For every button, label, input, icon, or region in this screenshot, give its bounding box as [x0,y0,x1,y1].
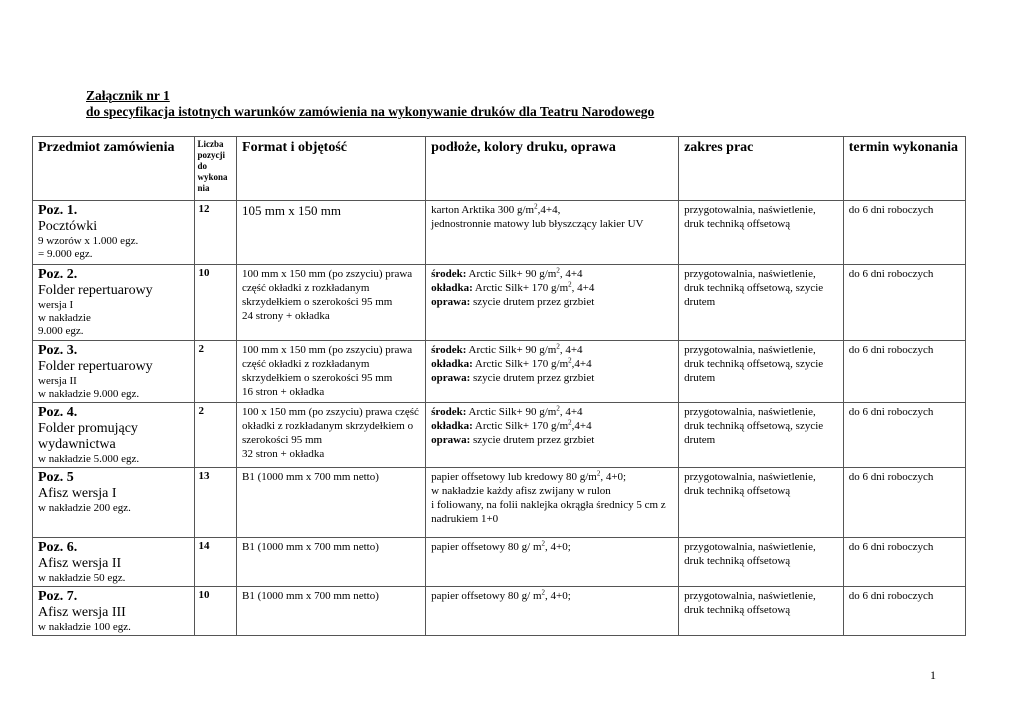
substrate-text: , 4+0; [600,471,627,483]
substrate-label: oprawa: [431,434,471,446]
substrate-text: Arctic Silk+ 170 g/m [472,358,569,370]
row-note: w nakładzie 100 egz. [38,621,131,633]
row-count: 10 [194,587,237,636]
superscript: 2 [568,280,572,289]
substrate-text: Arctic Silk+ 90 g/m [466,344,557,356]
row-item-name: Afisz wersja III [38,605,126,620]
heading-attachment-subtitle: do specyfikacja istotnych warunków zamówienia na wykonywanie druków dla Teatru Narodowego [86,104,655,119]
substrate-text: szycie drutem przez grzbiet [470,296,595,308]
table-row [33,587,966,636]
table-row [33,468,966,538]
document-heading [86,88,654,120]
format-volume: 32 stron + okładka [242,448,325,460]
row-subject [33,587,195,636]
superscript: 2 [534,202,538,211]
row-substrate [426,468,679,538]
substrate-text: , 4+0; [545,590,571,602]
row-count: 14 [194,538,237,587]
row-item-name: Pocztówki [38,219,98,234]
row-count: 2 [194,341,237,403]
row-scope: przygotowalnia, naświetlenie, druk techniką offsetową, szycie drutem [679,341,844,403]
substrate-text: , 4+4 [559,268,583,280]
row-substrate [426,587,679,636]
row-scope: przygotowalnia, naświetlenie, druk techniką offsetową [679,468,844,538]
heading-attachment-title: Załącznik nr 1 [86,88,170,103]
table-row [33,341,966,403]
substrate-text: , 4+4 [559,406,583,418]
row-position: Poz. 7. [38,589,78,604]
row-substrate [426,341,679,403]
row-scope: przygotowalnia, naświetlenie, druk techniką offsetową, szycie drutem [679,265,844,341]
substrate-text: i foliowany, na folii naklejka okrągła średnicy 5 cm z nadrukiem 1+0 [431,499,666,525]
row-format: 105 mm x 150 mm [237,201,426,265]
substrate-text: papier offsetowy 80 g/ m [431,590,542,602]
row-deadline: do 6 dni roboczych [843,587,965,636]
row-note: 9.000 egz. [38,325,84,337]
row-format [237,265,426,341]
superscript: 2 [556,404,560,413]
row-deadline: do 6 dni roboczych [843,403,965,468]
row-scope: przygotowalnia, naświetlenie, druk techniką offsetową [679,538,844,587]
header-substrate: podłoże, kolory druku, oprawa [426,137,679,201]
row-item-name: Folder repertuarowy [38,283,153,298]
row-deadline: do 6 dni roboczych [843,265,965,341]
substrate-text: karton Arktika 300 g/m [431,204,535,216]
row-position: Poz. 2. [38,267,78,282]
format-text: 100 x 150 mm (po zszyciu) prawa część okładki z rozkładanym skrzydełkiem o szerokości 95 mm [242,406,419,446]
substrate-text: papier offsetowy 80 g/ m [431,541,542,553]
format-volume: 16 stron + okładka [242,386,325,398]
row-note: w nakładzie 200 egz. [38,502,131,514]
row-item-name: Folder repertuarowy [38,359,153,374]
row-position: Poz. 1. [38,203,78,218]
superscript: 2 [568,356,572,365]
superscript: 2 [556,342,560,351]
substrate-label: okładka: [431,420,473,432]
header-subject: Przedmiot zamówienia [33,137,195,201]
substrate-label: okładka: [431,358,473,370]
substrate-text: jednostronnie matowy lub błyszczący lakier UV [431,218,644,230]
row-note: w nakładzie 9.000 egz. [38,388,140,400]
row-format [237,403,426,468]
row-note: w nakładzie 50 egz. [38,572,126,584]
specification-table [32,136,966,636]
table-header-row [33,137,966,201]
row-subject [33,468,195,538]
table-row [33,538,966,587]
substrate-text: szycie drutem przez grzbiet [470,372,595,384]
row-note: w nakładzie 5.000 egz. [38,453,140,465]
superscript: 2 [541,539,546,548]
superscript: 2 [541,588,546,597]
row-position: Poz. 4. [38,405,78,420]
substrate-text: Arctic Silk+ 90 g/m [466,268,557,280]
substrate-text: papier offsetowy lub kredowy 80 g/m [431,471,597,483]
row-scope: przygotowalnia, naświetlenie, druk techniką offsetową [679,587,844,636]
header-format: Format i objętość [237,137,426,201]
substrate-label: okładka: [431,282,473,294]
row-item-name: Afisz wersja II [38,556,122,571]
row-subject [33,538,195,587]
row-count: 12 [194,201,237,265]
row-deadline: do 6 dni roboczych [843,538,965,587]
format-text: 100 mm x 150 mm (po zszyciu) prawa część okładki z rozkładanym skrzydełkiem o szerokości 95 mm [242,268,413,308]
row-position: Poz. 3. [38,343,78,358]
table-row [33,403,966,468]
substrate-text: szycie drutem przez grzbiet [470,434,595,446]
row-position: Poz. 6. [38,540,78,555]
row-count: 2 [194,403,237,468]
row-note: 9 wzorów x 1.000 egz. [38,235,139,247]
row-note: wersja II [38,375,77,387]
substrate-text: Arctic Silk+ 170 g/m [472,282,569,294]
row-deadline: do 6 dni roboczych [843,468,965,538]
row-note: wersja I [38,299,74,311]
row-position: Poz. 5 [38,470,74,485]
row-deadline: do 6 dni roboczych [843,341,965,403]
header-deadline: termin wykonania [843,137,965,201]
substrate-text: , 4+0; [545,541,571,553]
substrate-label: środek: [431,344,467,356]
superscript: 2 [568,418,572,427]
page-number: 1 [930,668,936,682]
row-note: = 9.000 egz. [38,248,93,260]
row-format [237,341,426,403]
row-substrate [426,201,679,265]
row-subject [33,341,195,403]
row-substrate [426,265,679,341]
substrate-text: w nakładzie każdy afisz zwijany w rulon [431,485,611,497]
substrate-text: ,4+4 [571,420,592,432]
substrate-text: ,4+4 [571,358,592,370]
row-scope: przygotowalnia, naświetlenie, druk techniką offsetową, szycie drutem [679,403,844,468]
row-subject [33,403,195,468]
substrate-text: , 4+4 [559,344,583,356]
table-row [33,201,966,265]
substrate-text: ,4+4, [537,204,561,216]
substrate-label: oprawa: [431,296,471,308]
substrate-label: oprawa: [431,372,471,384]
row-substrate [426,538,679,587]
header-scope: zakres prac [679,137,844,201]
table-row [33,265,966,341]
row-subject [33,201,195,265]
row-deadline: do 6 dni roboczych [843,201,965,265]
substrate-text: Arctic Silk+ 90 g/m [466,406,557,418]
row-substrate [426,403,679,468]
format-text: 100 mm x 150 mm (po zszyciu) prawa część okładki z rozkładanym skrzydełkiem o szerokości 95 mm [242,344,413,384]
superscript: 2 [596,469,601,478]
row-item-name: Afisz wersja I [38,486,117,501]
substrate-text: , 4+4 [571,282,595,294]
row-item-name: Folder promujący wydawnictwa [38,421,138,452]
row-format: B1 (1000 mm x 700 mm netto) [237,538,426,587]
row-subject [33,265,195,341]
format-volume: 24 strony + okładka [242,310,330,322]
header-count: Liczba pozycji do wykona nia [194,137,237,201]
row-count: 10 [194,265,237,341]
superscript: 2 [556,266,560,275]
row-note: w nakładzie [38,312,91,324]
row-scope: przygotowalnia, naświetlenie, druk techniką offsetową [679,201,844,265]
substrate-label: środek: [431,406,467,418]
substrate-text: Arctic Silk+ 170 g/m [472,420,569,432]
substrate-label: środek: [431,268,467,280]
row-format: B1 (1000 mm x 700 mm netto) [237,468,426,538]
row-format: B1 (1000 mm x 700 mm netto) [237,587,426,636]
row-count: 13 [194,468,237,538]
